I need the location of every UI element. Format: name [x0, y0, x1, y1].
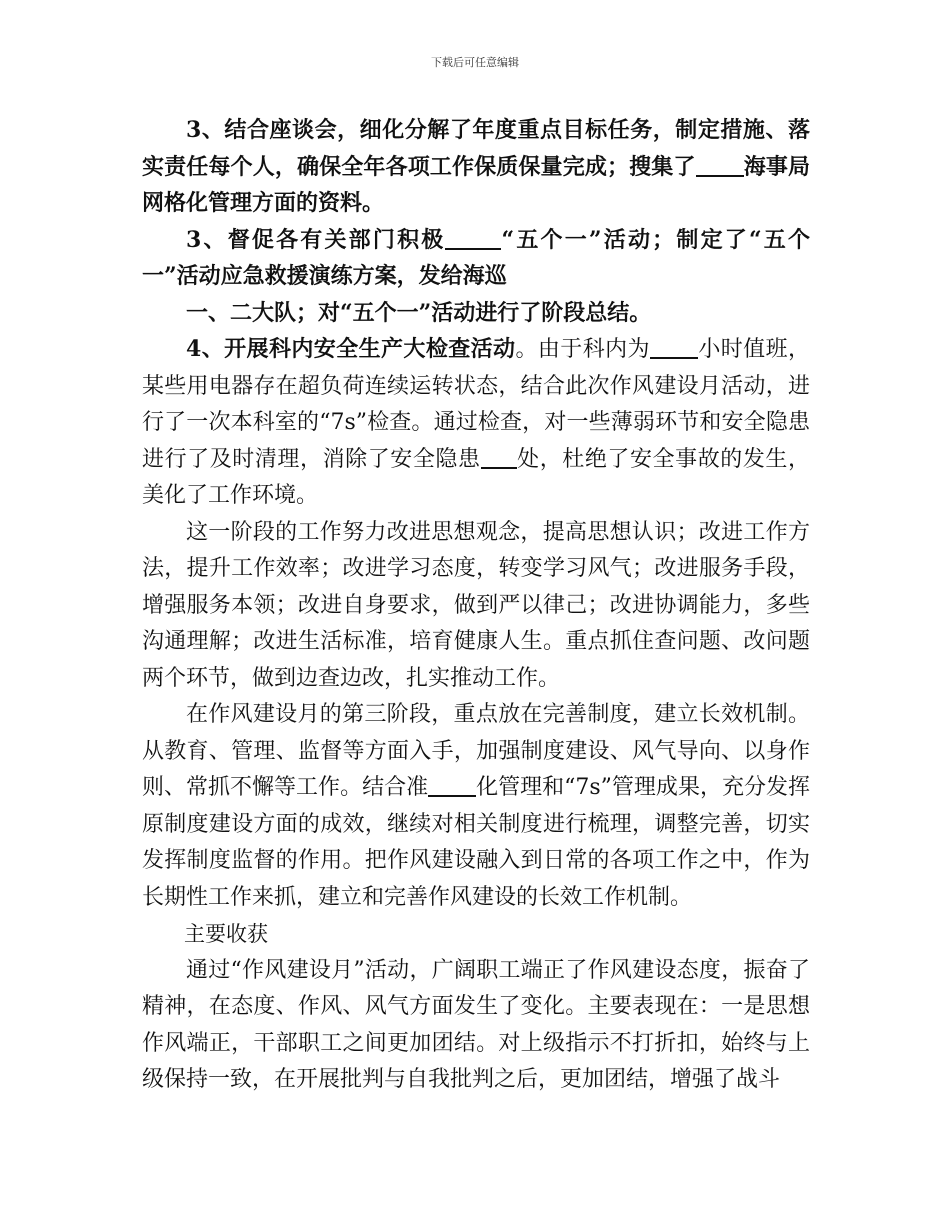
paragraph-text: 处，杜绝了安全事故的发生，美化了工作环境。: [142, 446, 810, 508]
fill-blank: [696, 153, 744, 177]
fill-blank: [481, 445, 517, 469]
paragraph-text: 3、结合座谈会，细化分解了年度重点目标任务，制定措施、落实责任每个人，确保全年各项工作保质保量完成；搜集了: [142, 117, 810, 180]
paragraph-item-4: [142, 331, 810, 515]
paragraph-text: 化管理和“7s”管理成果，充分发挥原制度建设方面的成效，继续对相关制度进行梳理，调整完善，切实发挥制度监督的作用。把作风建设融入到日常的各项工作之中，作为长期性工作来抓，建立和完善作风建设的长效工作机制。: [142, 775, 810, 910]
paragraph-text: 通过“作风建设月”活动，广阔职工端正了作风建设态度，振奋了精神，在态度、作风、风气方面发生了变化。主要表现在：一是思想作风端正，干部职工之间更加团结。对上级指示不打折扣，始终与上级保持一致，在开展批判与自我批判之后，更加团结，增强了战斗: [142, 957, 810, 1092]
paragraph-brigade-summary: [142, 295, 810, 332]
paragraph-text: “五个一”活动；制定了“五个一”活动应急救援演练方案，发给海巡: [142, 226, 811, 289]
paragraph-item-3b: [142, 222, 810, 295]
paragraph-text: 3、督促各有关部门积极: [186, 226, 446, 253]
paragraph-text: 小时值班，某些用电器存在超负荷连续运转状态，结合此次作风建设月活动，进行了一次本科室的“7s”检查。通过检查，对一些薄弱环节和安全隐患进行了及时清理，消除了安全隐患: [142, 337, 810, 472]
page-header: 下载后可任意编辑: [431, 56, 519, 69]
fill-blank: [650, 335, 698, 359]
paragraph-third-stage: [142, 697, 810, 916]
section-heading-main-gains: 主要收获: [184, 922, 268, 946]
paragraph-text: 在作风建设月的第三阶段，重点放在完善制度，建立长效机制。从教育、管理、监督等方面入手，加强制度建设、风气导向、以身作则、常抓不懈等工作。结合准: [142, 702, 810, 800]
paragraph-text: 海事局网格化管理方面的资料。: [142, 153, 810, 216]
paragraph-text: 一、二大队；对“五个一”活动进行了阶段总结。: [186, 299, 652, 326]
paragraph-stage-work: [142, 515, 810, 698]
fill-blank: [428, 773, 476, 797]
paragraph-lead: 4、开展科内安全生产大检查活动: [186, 336, 516, 362]
fill-blank: [445, 226, 501, 250]
paragraph-gains: [142, 953, 810, 1099]
paragraph-item-3a: [142, 112, 810, 222]
paragraph-text: 。由于科内为: [515, 337, 650, 362]
document-body: [142, 112, 810, 1099]
paragraph-text: 这一阶段的工作努力改进思想观念，提高思想认识；改进工作方法，提升工作效率；改进学习态度，转变学习风气；改进服务手段，增强服务本领；改进自身要求，做到严以律己；改进协调能力，多些沟通理解；改进生活标准，培育健康人生。重点抓住查问题、改问题两个环节，做到边查边改，扎实推动工作。: [142, 519, 810, 691]
